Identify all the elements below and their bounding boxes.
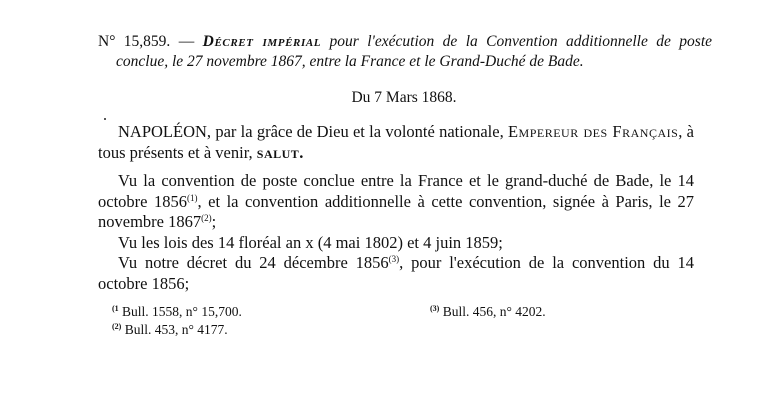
footnote-ref-2: (2) bbox=[201, 213, 212, 223]
footnote-1 bbox=[112, 302, 242, 321]
footnote-ref-3: (3) bbox=[388, 254, 400, 264]
decree-title-text: pour l'exécution de la Convention additionnelle de poste conclue, le 27 novembre 1867, entre la France et le Grand-Duché de Bade. bbox=[116, 33, 713, 70]
print-speck bbox=[104, 118, 106, 120]
footnote-1-mark: (1 bbox=[112, 304, 119, 313]
footnote-2-text: Bull. 453, n° 4177. bbox=[124, 322, 228, 337]
heading-dash: — bbox=[178, 33, 195, 50]
footnote-3 bbox=[430, 302, 546, 321]
emperor-title: Empereur des Français bbox=[507, 122, 679, 141]
footnote-3-mark: (3) bbox=[430, 304, 440, 313]
preamble-text-1: , par la grâce de Dieu et la volonté nationale, bbox=[206, 122, 508, 141]
considerant-3-text-b: , pour l'exécution de la convention du 14 octobre 1856; bbox=[98, 253, 694, 293]
preamble-paragraph bbox=[98, 122, 694, 163]
considerant-1-text-b: , et la convention additionnelle à cette convention, signée à Paris, le 27 novembre 1867 bbox=[98, 191, 694, 231]
emperor-name: NAPOLÉON bbox=[118, 122, 207, 141]
considerant-1-text-c: ; bbox=[211, 212, 217, 231]
considerant-2: Vu les lois des 14 floréal an x (4 mai 1802) et 4 juin 1859; bbox=[118, 232, 503, 252]
footnote-1-text: Bull. 1558, n° 15,700. bbox=[122, 304, 242, 319]
considerants-block bbox=[98, 171, 694, 294]
considerant-1-text-a: Vu la convention de poste conclue entre la France et le grand-duché de Bade, le 14 octobre 1856 bbox=[98, 171, 694, 211]
decree-date-line bbox=[0, 89, 780, 107]
considerant-3-text-a: Vu notre décret du 24 décembre 1856 bbox=[118, 253, 389, 272]
decree-date: Du 7 Mars 1868. bbox=[351, 89, 457, 106]
decree-heading bbox=[98, 32, 712, 72]
salut-word: salut. bbox=[256, 142, 304, 162]
footnote-ref-1: (1) bbox=[187, 192, 198, 203]
footnote-2 bbox=[112, 320, 228, 339]
considerant-1 bbox=[98, 171, 694, 233]
footnote-3-text: Bull. 456, n° 4202. bbox=[442, 304, 546, 319]
preamble-text-2: , à tous présents et à venir, bbox=[98, 122, 694, 162]
footnote-2-mark: (2) bbox=[112, 322, 122, 331]
decree-number: N° 15,859. bbox=[98, 33, 171, 50]
considerant-3 bbox=[98, 253, 694, 294]
decree-title-caps: Décret impérial bbox=[202, 33, 322, 50]
